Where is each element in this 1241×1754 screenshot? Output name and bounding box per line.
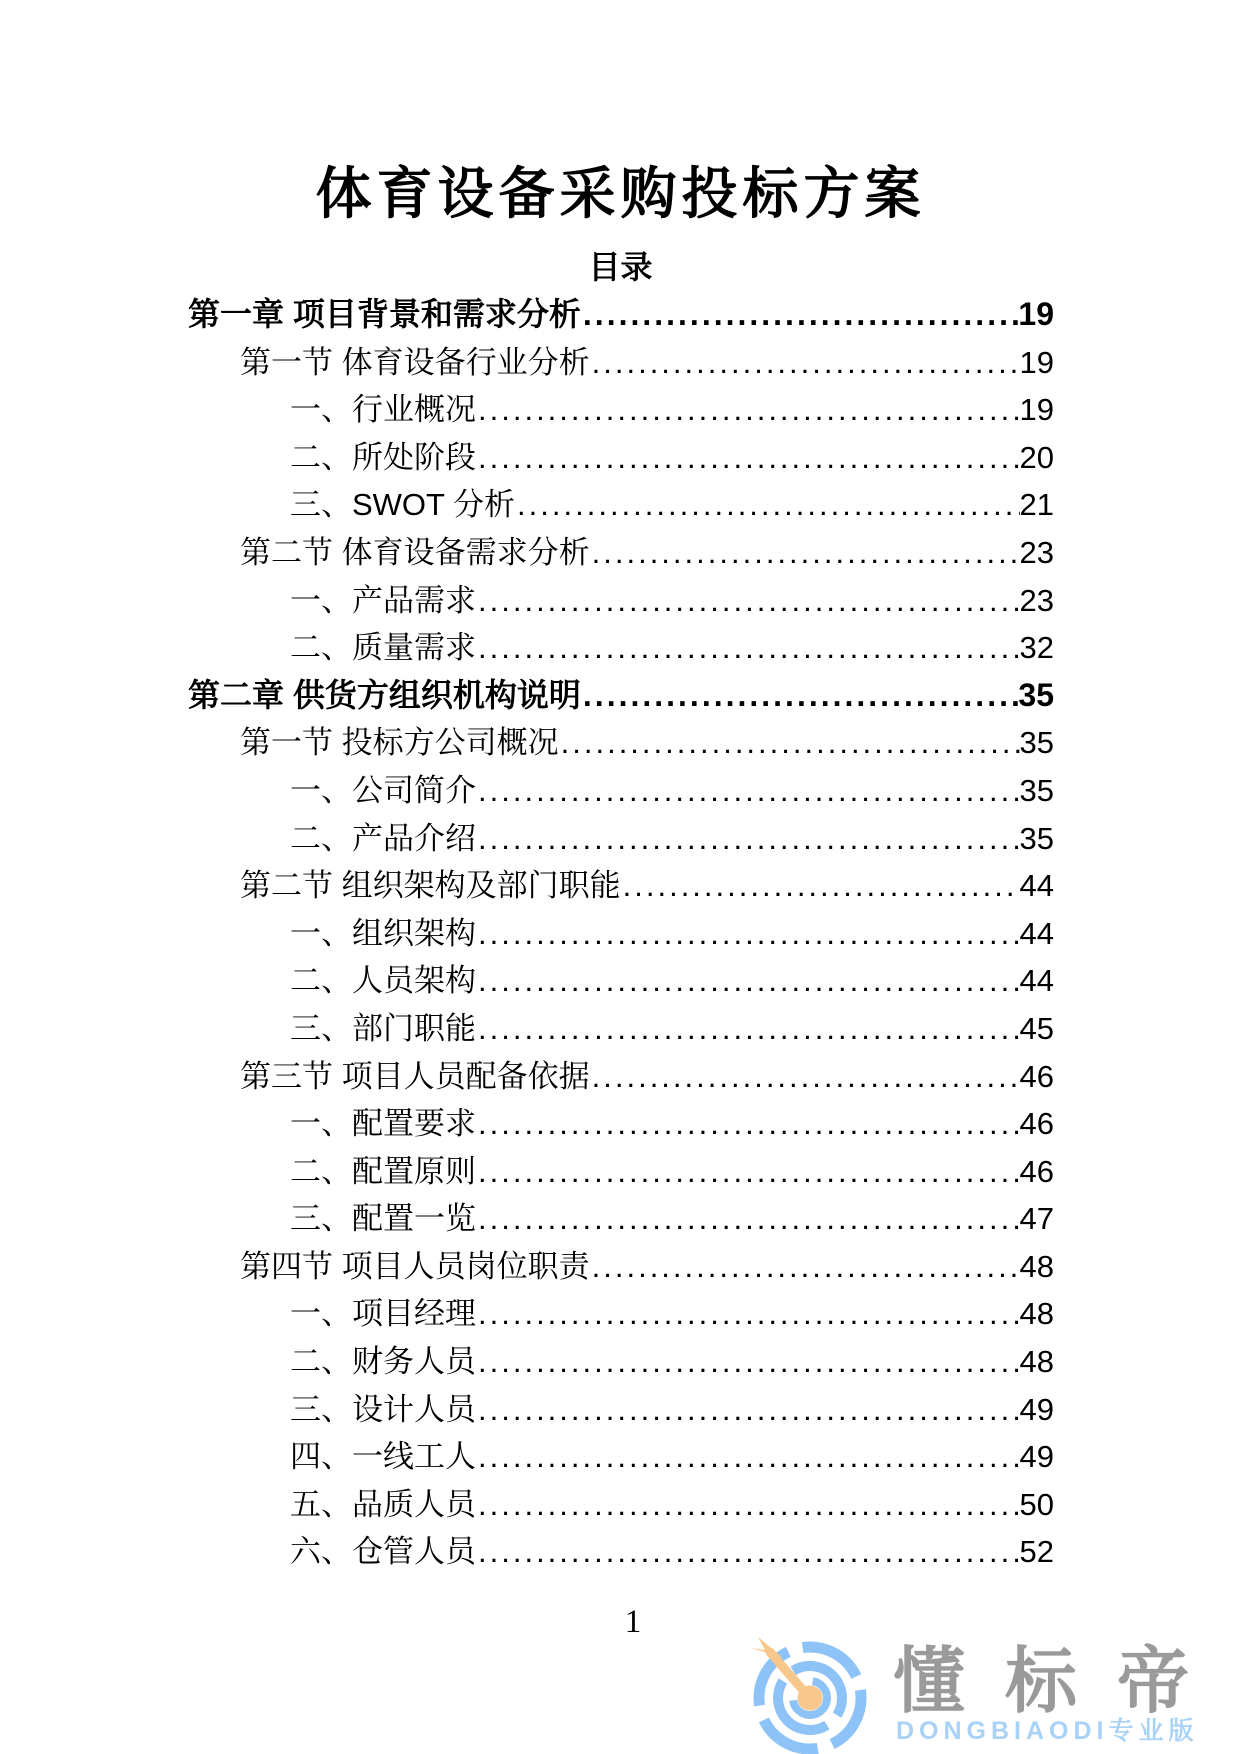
toc-leader-dots <box>478 1195 1020 1243</box>
table-of-contents <box>188 291 1054 1576</box>
toc-entry-page: 52 <box>1019 1534 1054 1570</box>
toc-entry[interactable] <box>188 910 1054 958</box>
toc-entry-page: 44 <box>1019 915 1054 951</box>
toc-entry-label: 第一章 项目背景和需求分析 <box>188 296 581 332</box>
toc-entry[interactable] <box>188 862 1054 910</box>
toc-leader-dots <box>478 1005 1020 1053</box>
toc-entry-label: 五、品质人员 <box>290 1486 476 1522</box>
toc-entry-label: 四、一线工人 <box>290 1439 476 1475</box>
toc-leader-dots <box>478 434 1020 482</box>
toc-entry-page: 20 <box>1019 439 1054 475</box>
toc-entry-label: 三、部门职能 <box>290 1010 476 1046</box>
toc-leader-dots <box>592 339 1020 387</box>
toc-entry-label: 一、产品需求 <box>290 582 476 618</box>
toc-leader-dots <box>583 672 1019 720</box>
toc-entry-page: 23 <box>1019 534 1054 570</box>
toc-entry-page: 19 <box>1018 296 1054 332</box>
toc-entry-page: 46 <box>1019 1153 1054 1189</box>
toc-leader-dots <box>478 1148 1020 1196</box>
toc-entry-page: 23 <box>1019 582 1054 618</box>
toc-leader-dots <box>478 1433 1020 1481</box>
toc-entry-page: 49 <box>1019 1391 1054 1427</box>
toc-entry-label: 六、仓管人员 <box>290 1534 476 1570</box>
toc-entry[interactable] <box>188 1243 1054 1291</box>
toc-entry-page: 44 <box>1019 868 1054 904</box>
toc-leader-dots <box>561 719 1020 767</box>
toc-entry[interactable] <box>188 719 1054 767</box>
toc-entry-label: 二、财务人员 <box>290 1344 476 1380</box>
toc-entry-page: 19 <box>1019 344 1054 380</box>
toc-entry[interactable] <box>188 1053 1054 1101</box>
toc-leader-dots <box>517 481 1019 529</box>
toc-entry[interactable] <box>188 957 1054 1005</box>
toc-leader-dots <box>478 1290 1020 1338</box>
toc-entry-page: 19 <box>1019 392 1054 428</box>
toc-entry[interactable] <box>188 1005 1054 1053</box>
toc-entry[interactable] <box>188 291 1054 339</box>
toc-entry-page: 32 <box>1019 630 1054 666</box>
document-title: 体育设备采购投标方案 <box>315 162 926 225</box>
toc-entry[interactable] <box>188 577 1054 625</box>
toc-entry-label: 三、SWOT 分析 <box>290 487 516 523</box>
toc-entry-page: 35 <box>1019 725 1054 761</box>
toc-entry[interactable] <box>188 434 1054 482</box>
toc-entry[interactable] <box>188 1338 1054 1386</box>
toc-entry-label: 一、行业概况 <box>290 392 476 428</box>
toc-entry-label: 第一节 体育设备行业分析 <box>240 344 590 380</box>
toc-entry-page: 35 <box>1019 820 1054 856</box>
toc-entry[interactable] <box>188 339 1054 387</box>
toc-entry-label: 一、配置要求 <box>290 1106 476 1142</box>
toc-entry[interactable] <box>188 386 1054 434</box>
toc-entry-label: 第二节 体育设备需求分析 <box>240 534 590 570</box>
toc-entry-page: 46 <box>1019 1058 1054 1094</box>
toc-entry-page: 48 <box>1019 1296 1054 1332</box>
toc-entry[interactable] <box>188 1290 1054 1338</box>
toc-entry-label: 三、配置一览 <box>290 1201 476 1237</box>
toc-entry-page: 21 <box>1019 487 1054 523</box>
toc-entry[interactable] <box>188 624 1054 672</box>
toc-leader-dots <box>478 910 1020 958</box>
toc-entry-label: 二、配置原则 <box>290 1153 476 1189</box>
toc-entry-label: 一、公司简介 <box>290 772 476 808</box>
toc-entry-label: 第一节 投标方公司概况 <box>240 725 559 761</box>
toc-entry[interactable] <box>188 672 1054 720</box>
toc-entry-label: 第四节 项目人员岗位职责 <box>240 1248 590 1284</box>
toc-entry[interactable] <box>188 1528 1054 1576</box>
toc-leader-dots <box>478 815 1020 863</box>
toc-entry[interactable] <box>188 1100 1054 1148</box>
toc-entry-label: 一、项目经理 <box>290 1296 476 1332</box>
toc-entry-page: 49 <box>1019 1439 1054 1475</box>
toc-entry-label: 一、组织架构 <box>290 915 476 951</box>
toc-leader-dots <box>623 862 1020 910</box>
toc-leader-dots <box>592 1053 1020 1101</box>
toc-entry-label: 二、人员架构 <box>290 963 476 999</box>
toc-leader-dots <box>478 386 1020 434</box>
toc-entry[interactable] <box>188 767 1054 815</box>
toc-entry[interactable] <box>188 529 1054 577</box>
page-number: 1 <box>624 1604 642 1640</box>
toc-entry-page: 45 <box>1019 1010 1054 1046</box>
toc-leader-dots <box>478 957 1020 1005</box>
toc-leader-dots <box>478 1386 1020 1434</box>
toc-entry[interactable] <box>188 1386 1054 1434</box>
target-dart-icon <box>748 1634 872 1754</box>
toc-entry-page: 35 <box>1018 676 1054 713</box>
toc-entry-label: 三、设计人员 <box>290 1391 476 1427</box>
toc-heading: 目录 <box>588 249 653 285</box>
toc-entry[interactable] <box>188 815 1054 863</box>
toc-entry-label: 二、质量需求 <box>290 630 476 666</box>
toc-leader-dots <box>592 529 1020 577</box>
toc-entry[interactable] <box>188 481 1054 529</box>
toc-leader-dots <box>478 577 1020 625</box>
toc-leader-dots <box>478 1338 1020 1386</box>
toc-entry-page: 44 <box>1019 963 1054 999</box>
toc-entry-page: 46 <box>1019 1106 1054 1142</box>
toc-entry[interactable] <box>188 1148 1054 1196</box>
toc-entry-page: 48 <box>1019 1344 1054 1380</box>
toc-entry[interactable] <box>188 1481 1054 1529</box>
toc-leader-dots <box>478 1528 1020 1576</box>
toc-entry-page: 47 <box>1019 1201 1054 1237</box>
toc-entry-page: 50 <box>1019 1486 1054 1522</box>
toc-leader-dots <box>478 1100 1020 1148</box>
watermark-brand-text: 懂标帝 <box>893 1642 1230 1722</box>
toc-entry-label: 第三节 项目人员配备依据 <box>240 1058 590 1094</box>
toc-entry[interactable] <box>188 1433 1054 1481</box>
toc-leader-dots <box>592 1243 1020 1291</box>
toc-entry-label: 二、产品介绍 <box>290 820 476 856</box>
toc-entry[interactable] <box>188 1195 1054 1243</box>
watermark-subtitle-text: DONGBIAODI专业版 <box>896 1717 1199 1745</box>
toc-leader-dots <box>583 291 1019 339</box>
toc-entry-label: 二、所处阶段 <box>290 439 476 475</box>
toc-leader-dots <box>478 1481 1020 1529</box>
toc-leader-dots <box>478 624 1020 672</box>
toc-entry-page: 48 <box>1019 1248 1054 1284</box>
toc-leader-dots <box>478 767 1020 815</box>
toc-entry-label: 第二节 组织架构及部门职能 <box>240 868 621 904</box>
toc-entry-label: 第二章 供货方组织机构说明 <box>188 676 581 713</box>
toc-entry-page: 35 <box>1019 772 1054 808</box>
